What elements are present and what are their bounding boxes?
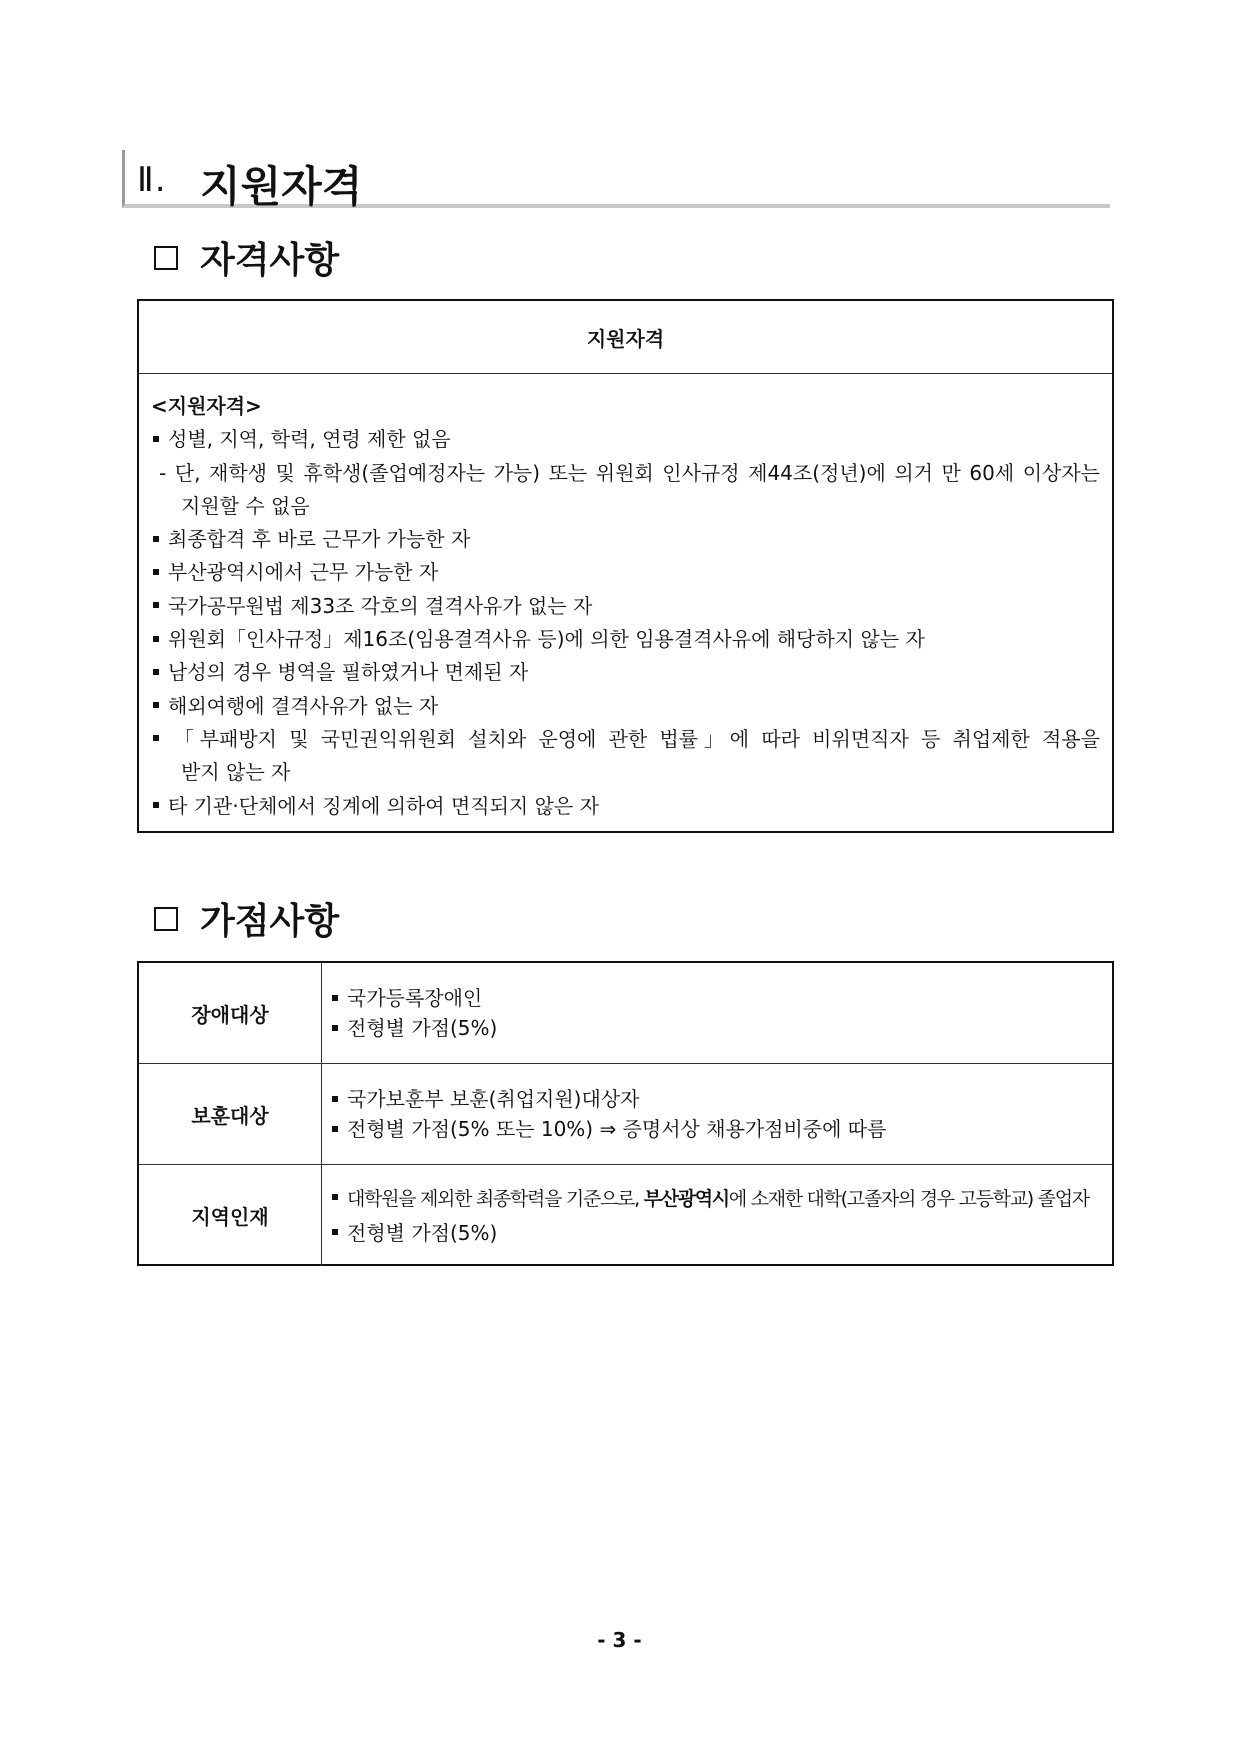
list-item: 국가공무원법 제33조 각호의 결격사유가 없는 자 bbox=[151, 590, 1100, 623]
list-item: 부산광역시에서 근무 가능한 자 bbox=[151, 556, 1100, 589]
bullet-icon bbox=[332, 1025, 338, 1031]
qualification-table bbox=[137, 299, 1114, 833]
list-item: 남성의 경우 병역을 필하였거나 면제된 자 bbox=[151, 656, 1100, 689]
row-label: 지역인재 bbox=[139, 1165, 322, 1266]
list-item: 타 기관·단체에서 징계에 의하여 면직되지 않은 자 bbox=[151, 790, 1100, 823]
qualification-list bbox=[139, 374, 1112, 823]
bonus-points-table bbox=[137, 961, 1114, 1266]
chapter-heading bbox=[122, 150, 1110, 211]
list-item: 최종합격 후 바로 근무가 가능한 자 bbox=[151, 523, 1100, 556]
bullet-icon bbox=[153, 569, 159, 575]
section-title: 자격사항 bbox=[200, 240, 340, 281]
list-subheading: <지원자격> bbox=[151, 394, 262, 418]
chapter-title: 지원자격 bbox=[200, 162, 363, 211]
list-item: 위원회「인사규정」제16조(임용결격사유 등)에 의한 임용결격사유에 해당하지 않는 자 bbox=[151, 623, 1100, 656]
row-label: 장애대상 bbox=[139, 963, 322, 1063]
list-item-note-cont: 지원할 수 없음 bbox=[181, 493, 310, 518]
row-content: 국가보훈부 보훈(취업지원)대상자 전형별 가점(5% 또는 10%) ⇒ 증명서상 채용가점비중에 따름 bbox=[322, 1064, 1112, 1164]
bullet-icon bbox=[332, 1194, 338, 1200]
bullet-icon bbox=[153, 602, 159, 608]
square-bullet-icon bbox=[154, 907, 178, 931]
square-bullet-icon bbox=[154, 246, 178, 270]
table-header: 지원자격 bbox=[139, 301, 1112, 374]
bullet-icon bbox=[153, 802, 159, 808]
table-row bbox=[139, 1165, 1112, 1266]
page-number: - 3 - bbox=[597, 1628, 642, 1652]
table-row bbox=[139, 1064, 1112, 1165]
table-row bbox=[139, 963, 1112, 1064]
emphasis-region: 부산광역시 bbox=[643, 1187, 729, 1210]
bullet-icon bbox=[153, 636, 159, 642]
bullet-icon bbox=[153, 735, 159, 741]
row-content: 국가등록장애인 전형별 가점(5%) bbox=[322, 963, 1112, 1063]
chapter-number: Ⅱ. bbox=[137, 160, 167, 200]
bullet-icon bbox=[332, 1229, 338, 1235]
section-heading-bonus bbox=[154, 893, 339, 944]
bullet-icon bbox=[153, 436, 159, 442]
list-item-cont: 받지 않는 자 bbox=[181, 760, 291, 785]
bullet-icon bbox=[332, 1126, 338, 1132]
bullet-icon bbox=[153, 669, 159, 675]
row-content: 대학원을 제외한 최종학력을 기준으로, 부산광역시에 소재한 대학(고졸자의 경우 고등학교) 졸업자 전형별 가점(5%) bbox=[322, 1165, 1112, 1266]
row-label: 보훈대상 bbox=[139, 1064, 322, 1164]
list-item: 「부패방지 및 국민권익위원회 설치와 운영에 관한 법률」에 따라 비위면직자 등 취업제한 적용을 bbox=[151, 723, 1100, 756]
bullet-icon bbox=[332, 1096, 338, 1102]
bullet-icon bbox=[153, 536, 159, 542]
bullet-icon bbox=[332, 995, 338, 1001]
list-item: 해외여행에 결격사유가 없는 자 bbox=[151, 690, 1100, 723]
bullet-icon bbox=[153, 702, 159, 708]
section-heading-qualifications bbox=[154, 232, 339, 283]
list-item: 성별, 지역, 학력, 연령 제한 없음 bbox=[151, 423, 1100, 456]
list-item-note: - 단, 재학생 및 휴학생(졸업예정자는 가능) 또는 위원회 인사규정 제44조(정년)에 의거 만 60세 이상자는 bbox=[159, 460, 1100, 485]
section-title: 가점사항 bbox=[200, 901, 340, 942]
